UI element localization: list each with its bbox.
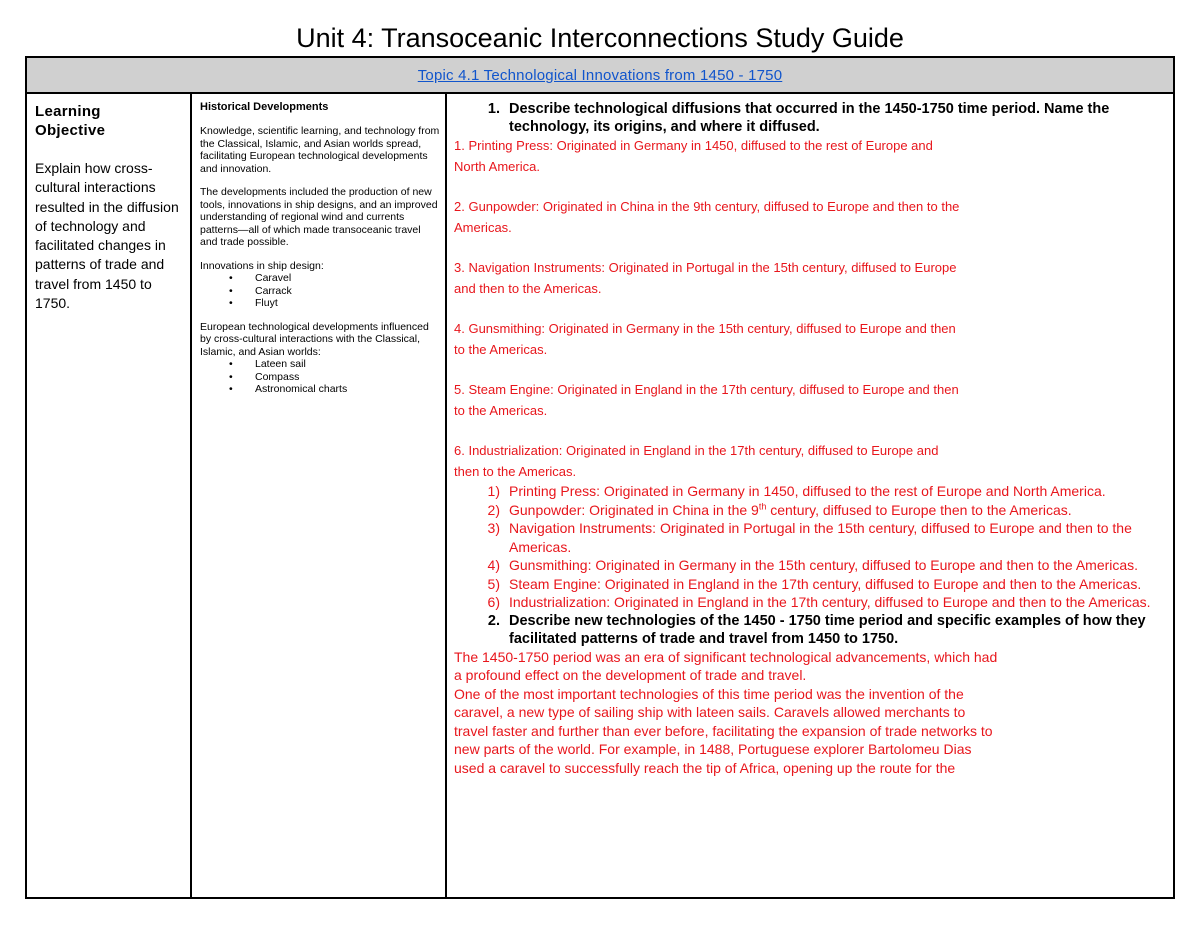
- answer-line: travel faster and further than ever before, facilitating the expansion of trade networks to: [454, 722, 993, 739]
- document-title: Unit 4: Transoceanic Interconnections Study Guide: [296, 23, 904, 53]
- learning-objective-heading: [35, 102, 184, 140]
- item-text: Printing Press: Originated in Germany in 1450, diffused to the rest of Europe and North America.: [509, 483, 1106, 499]
- superscript: th: [758, 500, 767, 511]
- lo-heading-line1: Learning: [35, 103, 101, 120]
- euro-tech-intro: European technological developments influenced by cross-cultural interactions with the Classical, Islamic, and Asian worlds:: [200, 320, 429, 358]
- answer-paragraph: [454, 648, 1169, 778]
- list-item: [454, 501, 1169, 520]
- question-text: Describe new technologies of the 1450 - 1750 time period and specific examples of how they facilitated patterns of trade and travel from 1450 to 1750.: [509, 612, 1146, 647]
- list-item: • Caravel: [255, 272, 441, 285]
- answer-line: a profound effect on the development of trade and travel.: [454, 667, 807, 683]
- item-text: Steam Engine: Originated in England in the 17th century, diffused to Europe and then to the Americas.: [509, 575, 1142, 592]
- list-item: • Fluyt: [255, 297, 441, 310]
- euro-tech-list: [200, 358, 441, 396]
- hd-paragraph-1: Knowledge, scientific learning, and technology from the Classical, Islamic, and Asian worlds spread, facilitating European technological developments and innovation.: [200, 125, 440, 175]
- list-item: [454, 519, 1169, 556]
- answer-line: to the Americas.: [454, 402, 548, 418]
- list-item: [454, 482, 1169, 501]
- learning-objective-cell: [27, 94, 192, 897]
- list-item: [454, 575, 1169, 594]
- item-text-part: Gunpowder: Originated in China in the 9: [509, 501, 759, 518]
- question-number: 1.: [487, 101, 500, 117]
- item-number: 1): [487, 483, 500, 499]
- list-item: [454, 593, 1169, 612]
- hd-paragraph-2: The developments included the production of new tools, innovations in ship designs, and an improved understanding of regional wind and currents patterns—all of which made transoceanic travel and trade possible.: [200, 186, 438, 248]
- learning-objective-text: Explain how cross-cultural interactions resulted in the diffusion of technology and facilitated changes in patterns of trade and travel from 1450 to 1750.: [35, 160, 179, 312]
- item-number: 2): [487, 501, 500, 518]
- historical-developments-cell: [194, 94, 447, 897]
- answer-block-b: [454, 482, 1169, 612]
- question-number: 2.: [487, 612, 500, 629]
- item-text-part: century, diffused to Europe then to the Americas.: [766, 501, 1072, 518]
- question-1: [454, 100, 1169, 136]
- answer-line: 6. Industrialization: Originated in England in the 17th century, diffused to Europe and: [454, 443, 939, 458]
- lo-heading-line2: Objective: [35, 122, 106, 139]
- answer-line: 3. Navigation Instruments: Originated in Portugal in the 15th century, diffused to Europe: [454, 260, 957, 275]
- topic-header: [27, 58, 1173, 94]
- answer-line: 5. Steam Engine: Originated in England in the 17th century, diffused to Europe and then: [454, 382, 959, 397]
- answer-block-a: [454, 136, 1169, 482]
- list-item: • Compass: [255, 371, 441, 384]
- answer-line: One of the most important technologies of this time period was the invention of the: [454, 685, 964, 702]
- answer-line: used a caravel to successfully reach the tip of Africa, opening up the route for the: [454, 759, 956, 776]
- answer-line: and then to the Americas.: [454, 280, 602, 296]
- item-text: Gunsmithing: Originated in Germany in the 15th century, diffused to Europe and then to the Americas.: [509, 557, 1139, 573]
- questions-cell: [449, 94, 1173, 897]
- answer-line: The 1450-1750 period was an era of significant technological advancements, which had: [454, 648, 998, 665]
- list-item: • Lateen sail: [255, 358, 441, 371]
- ship-design-intro: Innovations in ship design:: [200, 259, 324, 272]
- list-item: • Astronomical charts: [255, 383, 441, 396]
- answer-line: then to the Americas.: [454, 463, 577, 479]
- historical-developments-heading: Historical Developments: [200, 101, 329, 113]
- item-text: Industrialization: Originated in England in the 17th century, diffused to Europe and then to the Americas.: [509, 594, 1151, 610]
- ship-design-list: [200, 272, 441, 310]
- question-2: [454, 612, 1169, 648]
- item-text: Navigation Instruments: Originated in Portugal in the 15th century, diffused to Europe and then to the Americas.: [509, 520, 1132, 555]
- list-item: [454, 556, 1169, 575]
- item-number: 6): [487, 594, 500, 610]
- answer-line: 4. Gunsmithing: Originated in Germany in the 15th century, diffused to Europe and then: [454, 321, 956, 336]
- question-text: Describe technological diffusions that occurred in the 1450-1750 time period. Name the technology, its origins, and where it diffused.: [509, 101, 1110, 135]
- study-guide-table: [25, 56, 1175, 899]
- item-number: 3): [487, 520, 500, 536]
- answer-line: new parts of the world. For example, in 1488, Portuguese explorer Bartolomeu Dias: [454, 741, 972, 757]
- answer-line: caravel, a new type of sailing ship with lateen sails. Caravels allowed merchants to: [454, 704, 966, 720]
- item-number: 4): [487, 557, 500, 573]
- item-text: [509, 501, 1169, 520]
- answer-line: Americas.: [454, 219, 512, 235]
- answer-line: to the Americas.: [454, 341, 548, 357]
- answer-line: North America.: [454, 158, 540, 174]
- topic-link[interactable]: Topic 4.1 Technological Innovations from 1450 - 1750: [417, 67, 783, 84]
- answer-line: 1. Printing Press: Originated in Germany in 1450, diffused to the rest of Europe and: [454, 138, 933, 153]
- item-number: 5): [487, 575, 500, 592]
- answer-line: 2. Gunpowder: Originated in China in the 9th century, diffused to Europe and then to the: [454, 199, 960, 214]
- list-item: • Carrack: [255, 285, 441, 298]
